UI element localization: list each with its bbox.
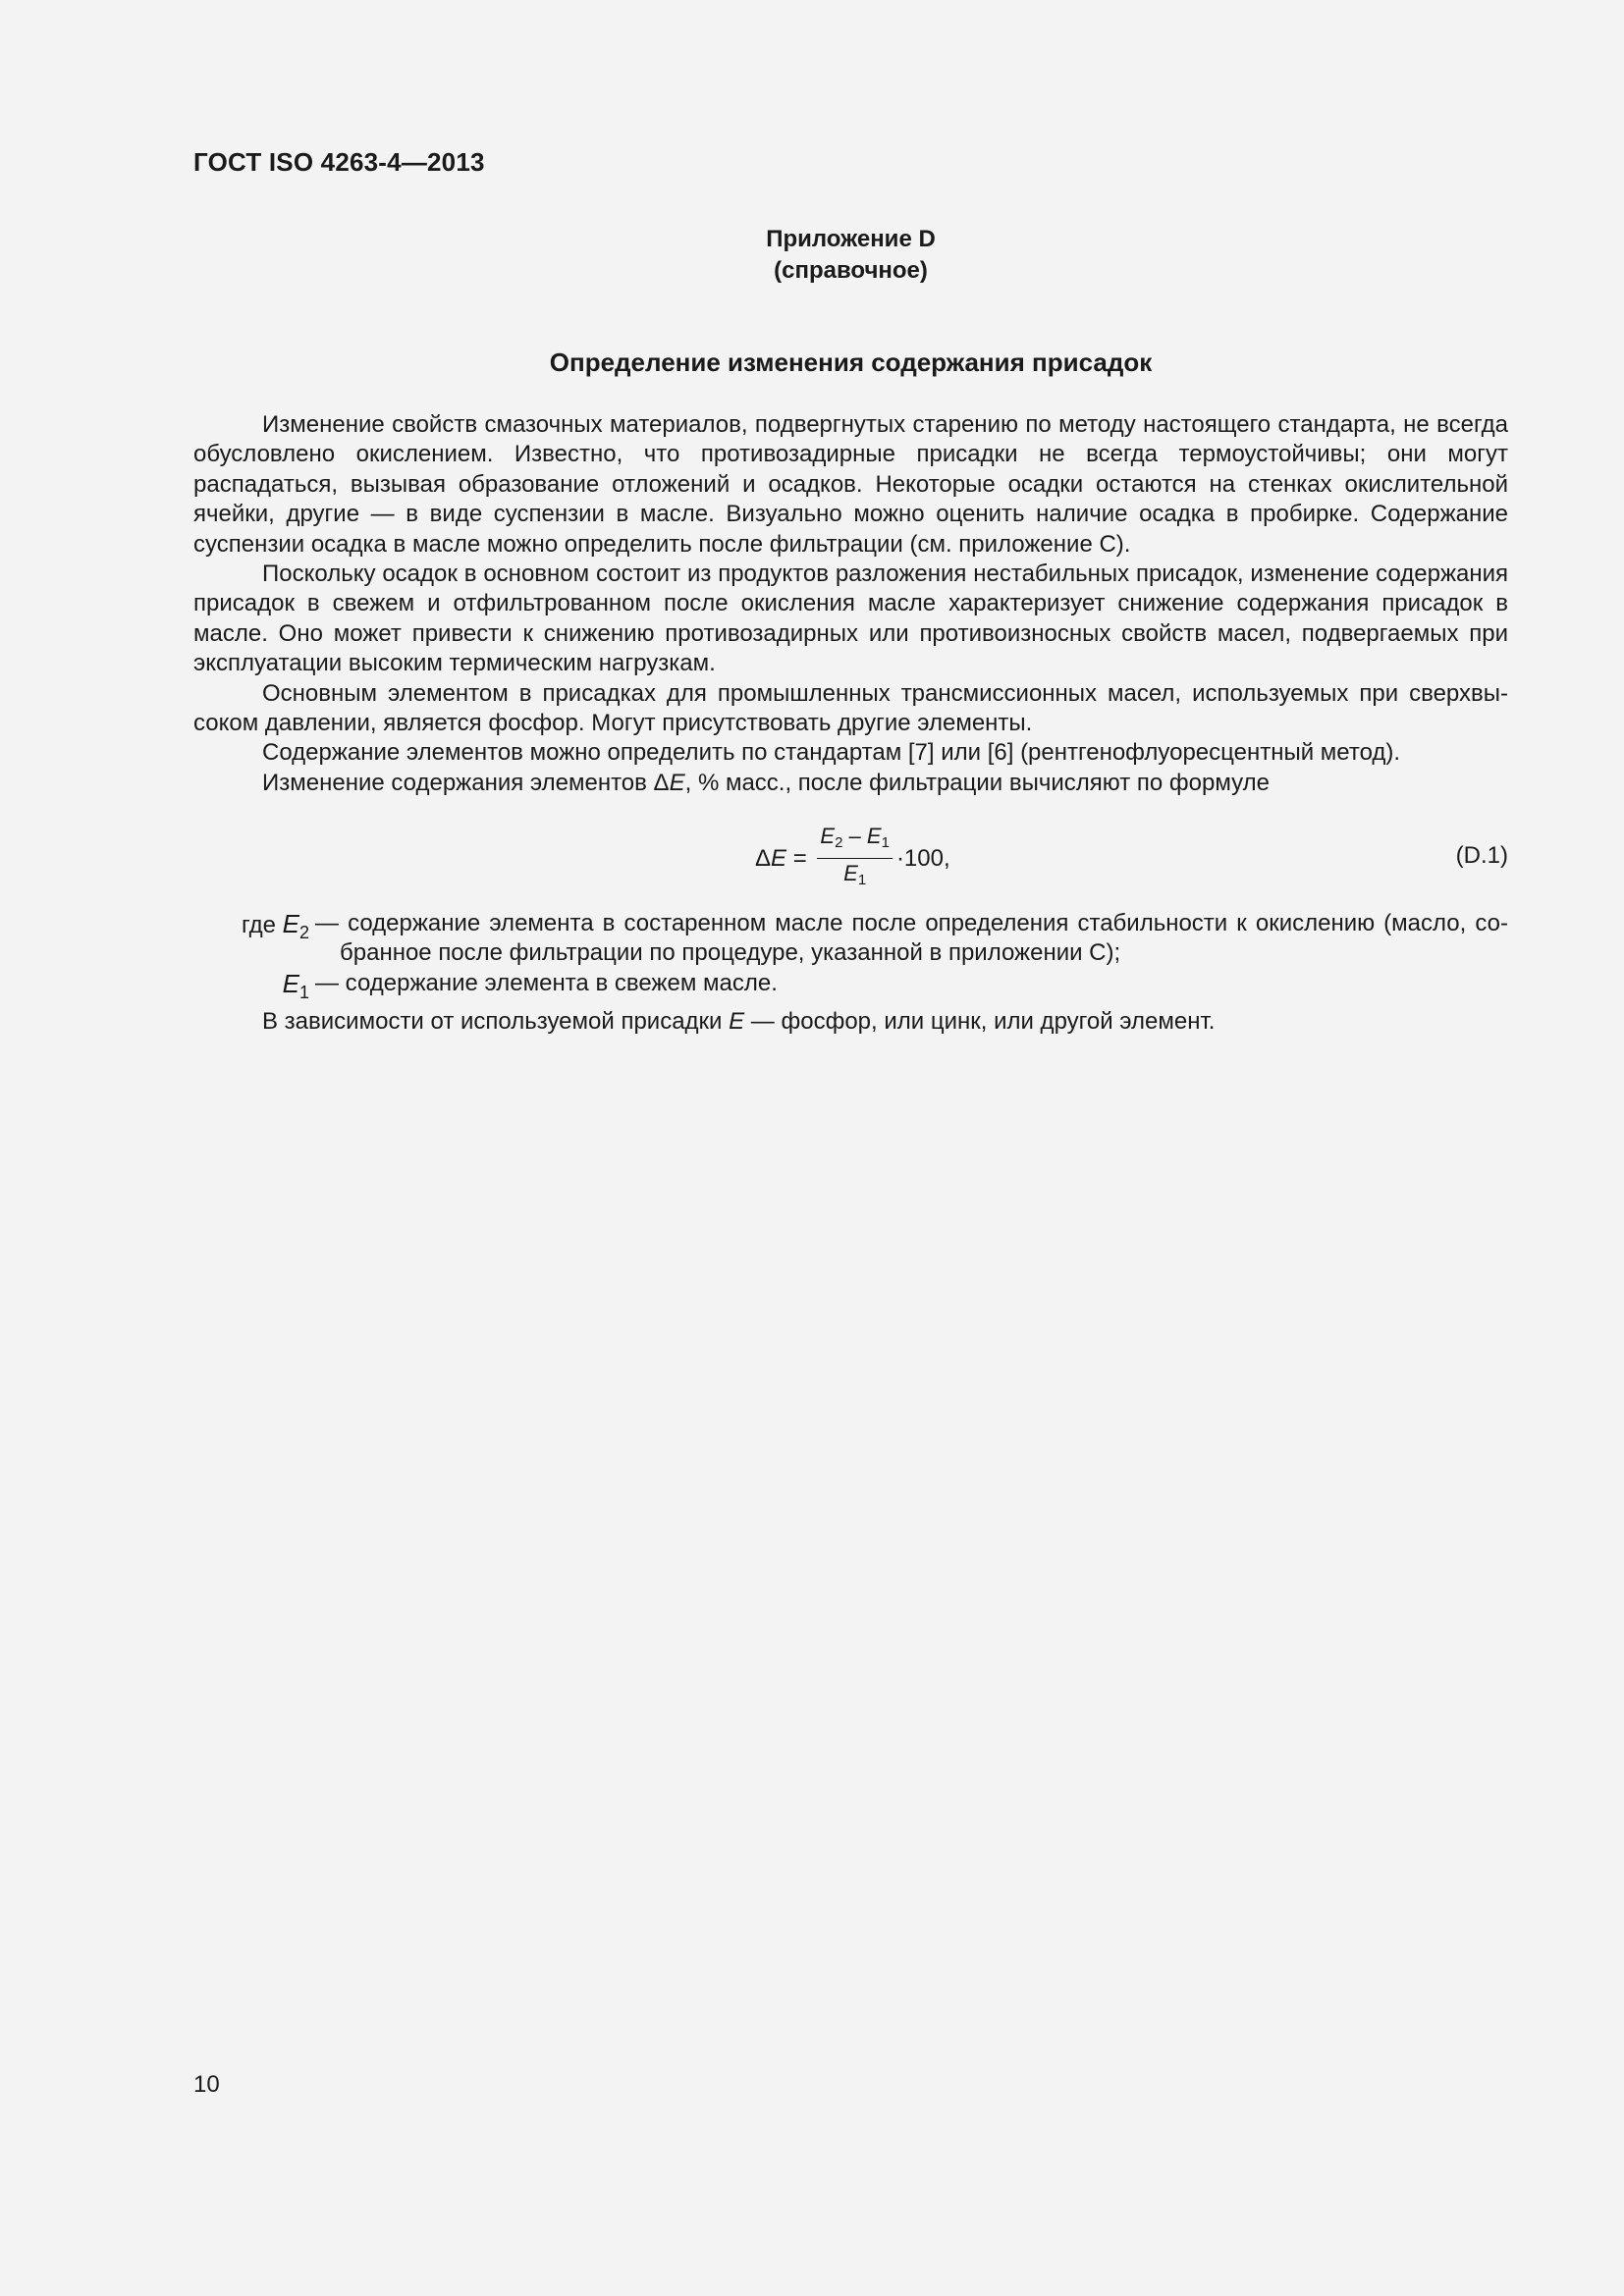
formula-intro-paragraph: [193, 769, 1508, 798]
formula-intro-variable: E: [669, 769, 685, 796]
formula-intro-text: Изменение содержания элементов Δ: [262, 769, 670, 796]
fraction-numerator: [817, 823, 893, 859]
numerator-var-b: E: [866, 824, 882, 848]
denominator-var: E: [843, 861, 858, 885]
equation-number: (D.1): [1455, 842, 1508, 869]
where-word: где: [241, 912, 283, 938]
formula-d1: [755, 823, 950, 895]
formula-tail: ·100,: [895, 845, 950, 872]
document-code: ГОСТ ISO 4263-4—2013: [193, 147, 485, 177]
paragraph: Основным элементом в присадках для промышленных трансмиссионных масел, используемых при сверхвысоком давлении, является фосфор. Могут присутствовать другие элементы.: [193, 679, 1508, 737]
paragraph: Поскольку осадок в основном состоит из продуктов разложения нестабильных присадок, изменение содержания присадок в свежем и отфильтрованном после окисления масле характеризует снижение содержания присадок в масле. Оно может привести к снижению противозадирных или противоизносных свойств масел, подвергаемых при эксплуатации высоким термическим нагрузкам.: [193, 561, 1508, 677]
formula-delta: Δ: [755, 845, 772, 872]
e1-variable: E: [282, 968, 299, 998]
definition-e2: [193, 909, 1508, 969]
formula-lhs-variable: E: [771, 845, 787, 872]
definition-e1-symbol: [193, 969, 309, 1007]
numerator-sub-b: 1: [881, 834, 890, 851]
final-text: В зависимости от используемой присадки: [262, 1008, 730, 1036]
definition-e1: [193, 969, 1508, 1007]
e2-variable: E: [282, 909, 299, 938]
definition-e1-text: — содержание элемента в свежем масле.: [315, 969, 778, 996]
fraction-denominator: [843, 859, 866, 895]
paragraph: Содержание элементов можно определить по стандартам [7] или [6] (рентгенофлуоресцентный метод).: [262, 739, 1401, 767]
final-variable: E: [729, 1008, 745, 1036]
annex-heading: [0, 224, 1624, 287]
e1-subscript: 1: [298, 982, 309, 1002]
final-text-end: — фосфор, или цинк, или другой элемент.: [744, 1008, 1216, 1036]
definition-e2-text: — содержание элемента в состаренном масле после определения стабильности к окислению (масло, собранное после фильтрации по процедуре, указанной в приложении С);: [315, 910, 1508, 967]
paragraph: Изменение свойств смазочных материалов, подвергнутых старению по методу настоящего стандарта, не всегда обусловлено окислением. Известно, что противозадирные присадки не всегда термоустойчивы; они могут распадаться, вызывая образование отложений и осадков. Некоторые осадки остаются на стенках окислительной ячейки, другие — в виде суспензии в масле. Визуально можно оценить наличие осадка в пробирке. Содержание суспензии осадка в масле можно определить после фильтрации (см. приложение С).: [193, 411, 1508, 558]
definition-e2-symbol: [193, 909, 309, 947]
page-number: 10: [193, 2071, 220, 2098]
formula-row: [193, 823, 1508, 895]
numerator-minus: –: [842, 824, 867, 848]
formula-fraction: [817, 823, 893, 895]
annex-title: Приложение D: [766, 226, 936, 252]
denominator-sub: 1: [857, 872, 867, 888]
formula-intro-text-end: , % масс., после фильтрации вычисляют по формуле: [684, 769, 1270, 796]
final-paragraph: [193, 1007, 1508, 1037]
numerator-sub-a: 2: [835, 834, 843, 851]
annex-subtitle: (справочное): [774, 257, 928, 284]
body-text: [193, 410, 1508, 798]
section-title: Определение изменения содержания присадок: [549, 347, 1153, 377]
e2-subscript: 2: [298, 923, 309, 942]
numerator-var-a: E: [820, 824, 836, 848]
variable-definitions: [193, 909, 1508, 1038]
formula-equals: =: [786, 845, 814, 872]
